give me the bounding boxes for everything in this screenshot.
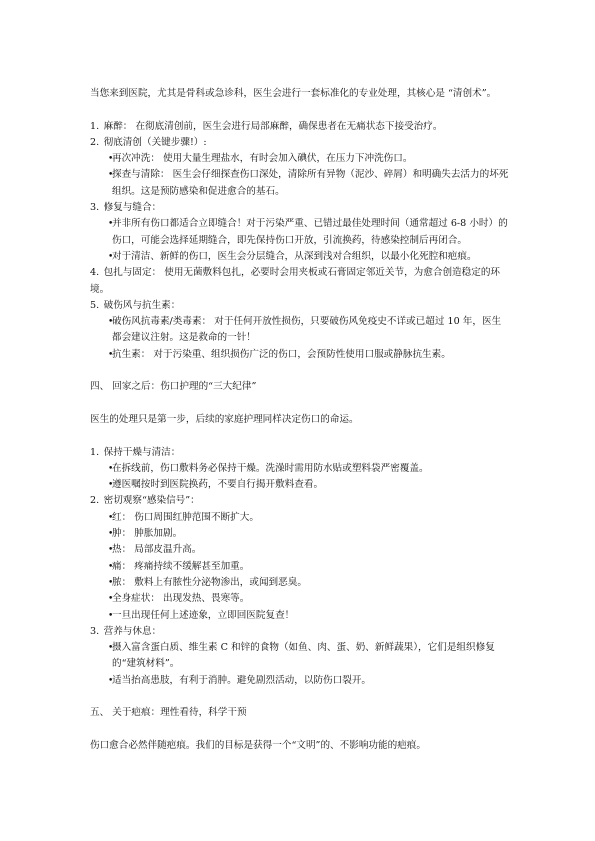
intro-paragraph: 当您来到医院，尤其是骨科或急诊科，医生会进行一套标准化的专业处理，其核心是 “清创术”。 bbox=[90, 88, 497, 99]
list-item: • 痛： 疼痛持续不缓解甚至加重。 bbox=[90, 559, 510, 575]
list-item: • 抗生素： 对于污染重、组织损伤广泛的伤口，会预防性使用口服或静脉抗生素。 bbox=[90, 347, 510, 363]
list-item: • 遵医嘱按时到医院换药，不要自行揭开敷料查看。 bbox=[90, 477, 510, 493]
list-item: • 探查与清除： 医生会仔细探查伤口深处，清除所有异物（泥沙、碎屑）和明确失去活力的坏死组织。这是预防感染和促进愈合的基石。 bbox=[90, 167, 510, 200]
section-5-intro: 伤口愈合必然伴随疤痕。我们的目标是获得一个“文明”的、不影响功能的疤痕。 bbox=[90, 739, 426, 751]
care-1: 1. 保持干燥与清洁： bbox=[90, 446, 181, 458]
list-item: • 再次冲洗： 使用大量生理盐水，有时会加入碘伏，在压力下冲洗伤口。 bbox=[90, 151, 510, 167]
list-item: • 一旦出现任何上述迹象，立即回医院复查！ bbox=[90, 608, 510, 624]
list-item: • 全身症状： 出现发热、畏寒等。 bbox=[90, 591, 510, 607]
list-item: • 红： 伤口周围红肿范围不断扩大。 bbox=[90, 510, 510, 526]
step-4: 4. 包扎与固定： 使用无菌敷料包扎，必要时会用夹板或石膏固定邻近关节，为愈合创造稳定的环境。 bbox=[90, 267, 501, 295]
care-2: 2. 密切观察“感染信号”： bbox=[90, 495, 200, 507]
list-item: • 热： 局部皮温升高。 bbox=[90, 542, 510, 558]
list-item: • 肿： 肿胀加剧。 bbox=[90, 526, 510, 542]
list-item: • 适当抬高患肢，有利于消肿。避免剧烈活动，以防伤口裂开。 bbox=[90, 673, 510, 689]
step-2: 2. 彻底清创（关键步骤!）: bbox=[90, 136, 207, 148]
list-item: • 破伤风抗毒素/类毒素： 对于任何开放性损伤，只要破伤风免疫史不详或已超过 10 年，医生都会建议注射。这是救命的一针！ bbox=[90, 314, 510, 347]
list-item: • 摄入富含蛋白质、维生素 C 和锌的食物（如鱼、肉、蛋、奶、新鲜蔬果），它们是组织修复的“建筑材料”。 bbox=[90, 640, 510, 673]
step-5: 5. 破伤风与抗生素： bbox=[90, 299, 181, 311]
step-3: 3. 修复与缝合： bbox=[90, 202, 162, 214]
list-item: • 脓： 敷料上有脓性分泌物渗出，或闻到恶臭。 bbox=[90, 575, 510, 591]
list-item: • 对于清洁、新鲜的伤口，医生会分层缝合，从深到浅对合组织，以最小化死腔和疤痕。 bbox=[90, 249, 510, 265]
section-4-intro: 医生的处理只是第一步，后续的家庭护理同样决定伤口的命运。 bbox=[90, 413, 359, 425]
section-5-title: 五、 关于疤痕：理性看待，科学干预 bbox=[90, 707, 247, 719]
step-1: 1. 麻醉： 在彻底清创前，医生会进行局部麻醉，确保患者在无痛状态下接受治疗。 bbox=[90, 120, 443, 132]
list-item: • 在拆线前，伤口敷料务必保持干燥。洗澡时需用防水贴或塑料袋严密覆盖。 bbox=[90, 461, 510, 477]
list-item: • 并非所有伤口都适合立即缝合！对于污染严重、已错过最佳处理时间（通常超过 6-8 小时）的伤口，可能会选择延期缝合，即先保持伤口开放，引流换药，待感染控制后再闭合。 bbox=[90, 216, 510, 249]
section-4-title: 四、 回家之后：伤口护理的“三大纪律” bbox=[90, 381, 257, 393]
care-3: 3. 营养与休息： bbox=[90, 625, 162, 637]
document-body bbox=[90, 86, 510, 754]
